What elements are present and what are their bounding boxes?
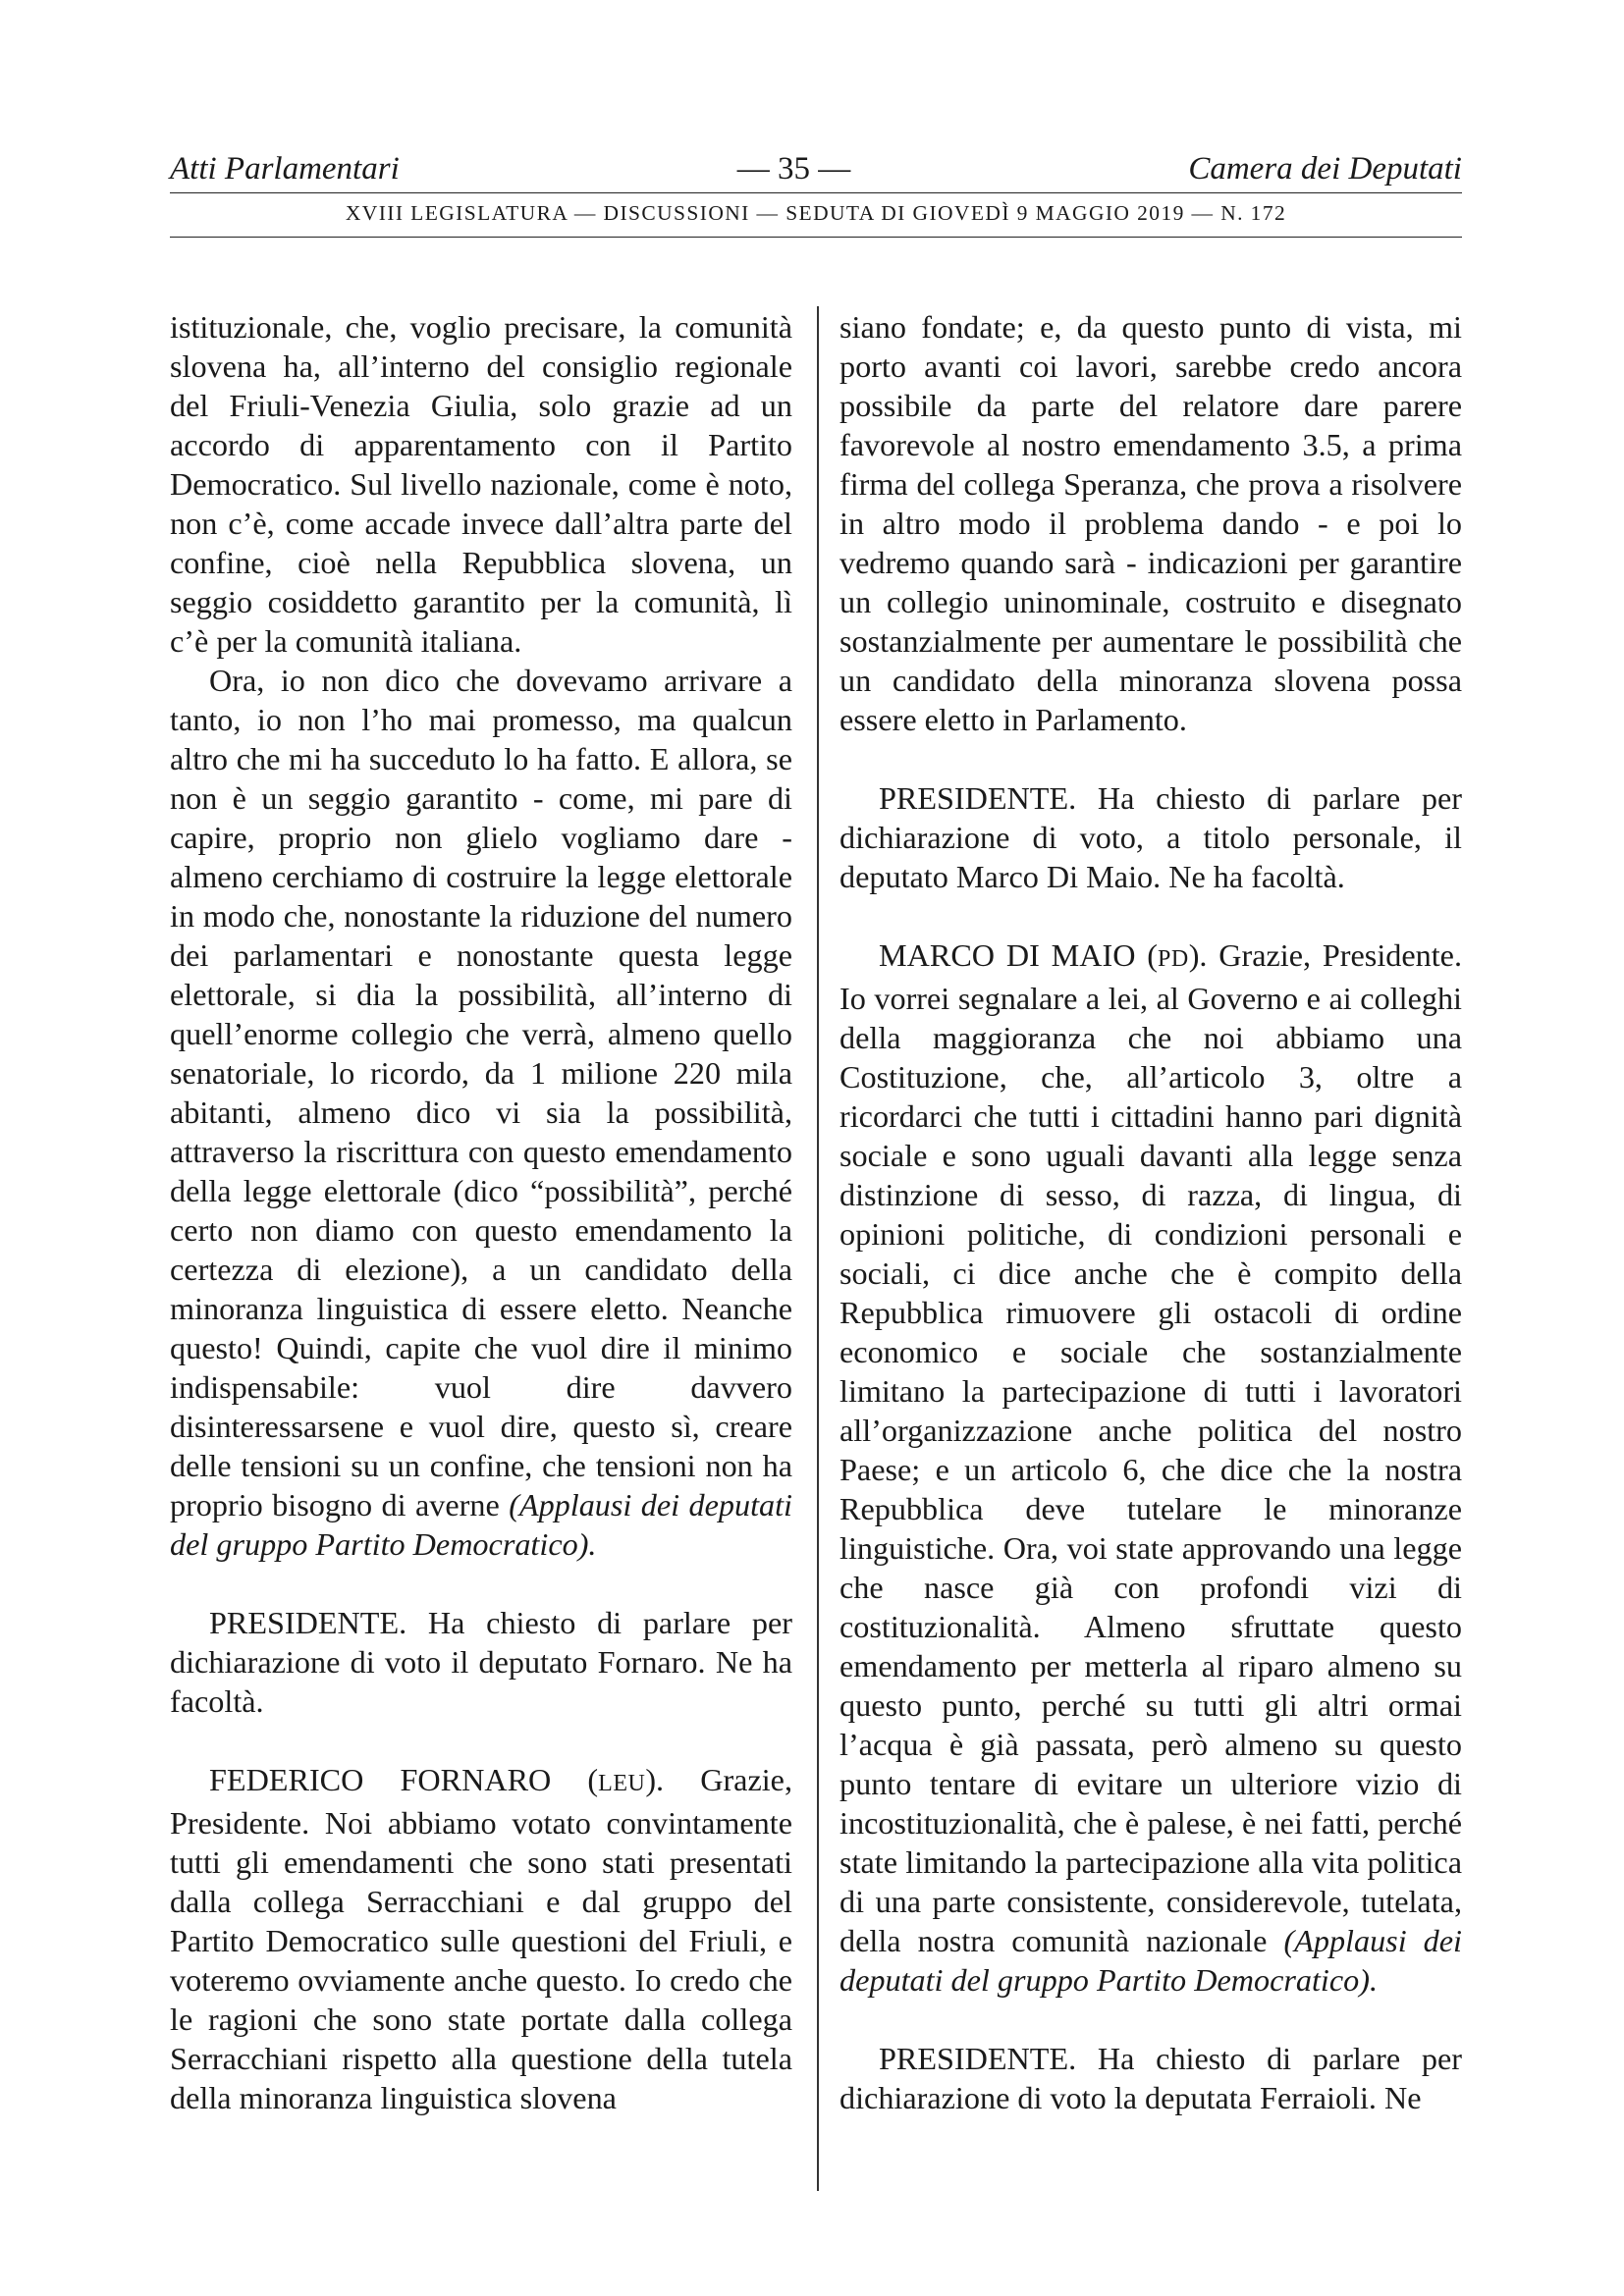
president-statement: PRESIDENTE. Ha chiesto di parlare per dichiarazione di voto, a titolo personale, il deputato Marco Di Maio. Ne ha facoltà.	[839, 780, 1462, 894]
session-subtitle: XVIII LEGISLATURA — DISCUSSIONI — SEDUTA DI GIOVEDÌ 9 MAGGIO 2019 — N. 172	[345, 201, 1287, 225]
page-number: — 35 —	[736, 151, 851, 187]
applause-note: (Applausi dei deputati del gruppo Partito Democratico).	[170, 1487, 793, 1562]
header-row	[170, 149, 1462, 192]
paragraph: istituzionale, che, voglio precisare, la comunità slovena ha, all’interno del consiglio regionale del Friuli-Venezia Giulia, solo grazie ad un accordo di apparentamento con il Partito Democratico. Sul livello nazionale, come è noto, non c’è, come accade invece dall’altra parte del confine, cioè nella Repubblica slovena, un seggio cosiddetto garantito per la comunità, lì c’è per la comunità italiana.	[170, 309, 792, 659]
speech-text: Grazie, Presidente. Io vorrei segnalare a lei, al Governo e ai colleghi della maggioranza che noi abbiamo una Costituzione, che, all’articolo 3, oltre a ricordarci che tutti i cittadini hanno pari dignità sociale e sono uguali davanti alla legge senza distinzione di sesso, di razza, di lingua, di opinioni politiche, di condizioni personali e sociali, ci dice anche che è compito della Repubblica rimuovere gli ostacoli di ordine economico e sociale che sostanzialmente limitano la partecipazione di tutti i lavoratori all’organizzazione anche politica del nostro Paese; e un articolo 6, che dice che la nostra Repubblica deve tutelare le minoranze linguistiche. Ora, voi state approvando una legge che nasce già con profondi vizi di costituzionalità. Almeno sfruttate questo emendamento per metterla al riparo almeno su questo punto, perché su tutti gli altri ormai l’acqua è già passata, però almeno su questo punto tentare di evitare un ulteriore vizio di incostituzionalità, che è palese, è nei fatti, perché state limitando la partecipazione alla vita politica di una parte consistente, considerevole, tutelata, della nostra comunità nazionale	[839, 937, 1463, 1958]
column-divider	[817, 306, 819, 2191]
right-column	[839, 307, 1462, 2117]
page-header	[170, 149, 1462, 238]
paragraph: siano fondate; e, da questo punto di vista, mi porto avanti coi lavori, sarebbe credo ancora possibile da parte del relatore dare parere favorevole al nostro emendamento 3.5, a prima firma del collega Speranza, che prova a risolvere in altro modo il problema dando - e poi lo vedremo quando sarà - indicazioni per garantire un collegio uninominale, costruito e disegnato sostanzialmente per aumentare le possibilità che un candidato della minoranza slovena possa essere eletto in Parlamento.	[839, 309, 1462, 737]
header-rule-bottom	[170, 237, 1462, 238]
president-statement: PRESIDENTE. Ha chiesto di parlare per dichiarazione di voto la deputata Ferraioli. Ne	[839, 2041, 1462, 2115]
applause-note: (Applausi dei deputati del gruppo Partito Democratico).	[839, 1923, 1462, 1998]
paragraph	[170, 661, 792, 1564]
header-left: Atti Parlamentari	[170, 151, 400, 187]
speech-text: Grazie, Presidente. Noi abbiamo votato convintamente tutti gli emendamenti che sono stati presentati dalla collega Serracchiani e dal gruppo del Partito Democratico sulle questioni del Friuli, e voteremo ovviamente anche questo. Io credo che le ragioni che sono state portate dalla collega Serracchiani rispetto alla questione della tutela della minoranza linguistica slovena	[170, 1762, 793, 2115]
paragraph-text: Ora, io non dico che dovevamo arrivare a tanto, io non l’ho mai promesso, ma qualcun altro che mi ha succeduto lo ha fatto. E allora, se non è un seggio garantito - come, mi pare di capire, proprio non glielo vogliamo dare - almeno cerchiamo di costruire la legge elettorale in modo che, nonostante la riduzione del numero dei parlamentari e nonostante questa legge elettorale, si dia la possibilità, all’interno di quell’enorme collegio che verrà, almeno quello senatoriale, lo ricordo, da 1 milione 220 mila abitanti, almeno dico vi sia la possibilità, attraverso la riscrittura con questo emendamento della legge elettorale (dico “possibilità”, perché certo non diamo con questo emendamento la certezza di elezione), a un candidato della minoranza linguistica di essere eletto. Neanche questo! Quindi, capite che vuol dire il minimo indispensabile: vuol dire davvero disinteressarsene e vuol dire, questo sì, creare delle tensioni su un confine, che tensioni non ha proprio bisogno di averne	[170, 663, 792, 1522]
speaker-name: FEDERICO FORNARO	[209, 1762, 552, 1797]
speaker-paragraph: FEDERICO FORNARO (LEU). Grazie, Presidente. Noi abbiamo votato convintamente tutti gli emendamenti che sono stati presentati dalla collega Serracchiani e dal gruppo del Partito Democratico sulle questioni del Friuli, e voteremo ovviamente anche questo. Io credo che le ragioni che sono state portate dalla collega Serracchiani rispetto alla questione della tutela della minoranza linguistica slovena	[170, 1762, 793, 2115]
speaker-paragraph: MARCO DI MAIO (PD). Grazie, Presidente. Io vorrei segnalare a lei, al Governo e ai colleghi della maggioranza che noi abbiamo una Costituzione, che, all’articolo 3, oltre a ricordarci che tutti i cittadini hanno pari dignità sociale e sono uguali davanti alla legge senza distinzione di sesso, di razza, di lingua, di opinioni politiche, di condizioni personali e sociali, ci dice anche che è compito della Repubblica rimuovere gli ostacoli di ordine economico e sociale che sostanzialmente limitano la partecipazione di tutti i lavoratori all’organizzazione anche politica del nostro Paese; e un articolo 6, che dice che la nostra Repubblica deve tutelare le minoranze linguistiche. Ora, voi state approvando una legge che nasce già con profondi vizi di costituzionalità. Almeno sfruttate questo emendamento per metterla al riparo almeno su questo punto, perché su tutti gli altri ormai l’acqua è già passata, però almeno su questo punto tentare di evitare un ulteriore vizio di incostituzionalità, che è palese, è nei fatti, perché state limitando la partecipazione alla vita politica di una parte consistente, considerevole, tutelata, della nostra comunità nazionale (Applausi dei deputati del gruppo Partito Democratico).	[839, 937, 1463, 1998]
header-right: Camera dei Deputati	[1188, 151, 1462, 187]
group-label: PD	[1158, 946, 1189, 972]
speaker-name: MARCO DI MAIO	[879, 937, 1136, 973]
left-column	[170, 307, 792, 2117]
group-label: LEU	[598, 1771, 646, 1796]
president-statement: PRESIDENTE. Ha chiesto di parlare per dichiarazione di voto il deputato Fornaro. Ne ha facoltà.	[170, 1605, 792, 1719]
